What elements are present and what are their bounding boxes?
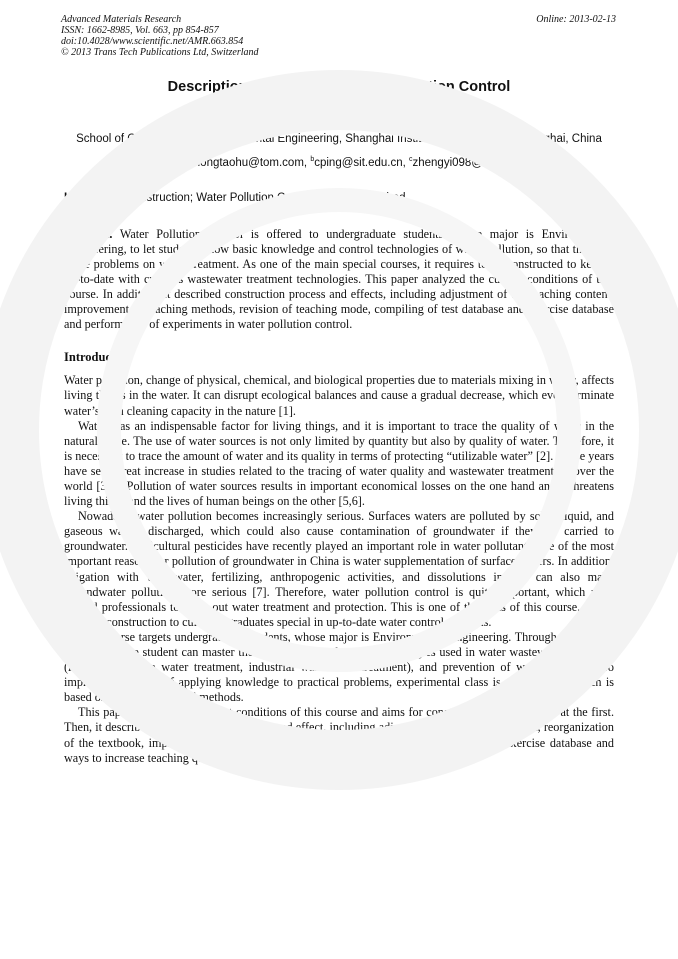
affiliation: School of Chemical and Environmental Engineering, Shanghai Institute of Technology, Shanghai, China (76, 132, 602, 145)
body-paragraph: Water was an indispensable factor for living things, and it is important to trace the quality of water in the natural cycle. The use of water sources is not only limited by quantity but also by quality of water. Therefore, it is necessary to trace the amount of water and its quality in terms of protecting “utilizable water” [2]. These years have seen great increase in studies related to the tracing of water quality and wastewater treatment all over the world [3,4]. Pollution of water sources results in important economical losses on the one hand and b threatens living things and the lives of human beings on the other [5,6]. (64, 418, 614, 509)
author-name: Hongtao Hu (226, 107, 304, 124)
author-superscript: b (376, 106, 382, 116)
keywords-label: Keywords (64, 191, 119, 204)
author-superscript: a (303, 106, 309, 116)
author-name: Yi Zheng (389, 107, 447, 124)
email-superscript: b (310, 155, 315, 163)
keywords (64, 191, 614, 205)
body-paragraph: Nowadays, water pollution becomes increasingly serious. Surfaces waters are polluted by solid, liquid, and gaseous wastes discharged, which could also cause contamination of groundwater if they are carried to groundwater. Agricultural pesticides have recently played an important role in water pollutant. One of the most important reasons for pollution of groundwater in China is water supplementation of surface waters. In addition, irrigation with wastewater, fertilizing, anthropogenic activities, and dissolutions in soil can also make groundwater pollution more serious [7]. Therefore, water pollution control is quite important, which need special professionals to carry out water treatment and protection. This is one of the aims of this course, which requires construction to cultivate graduates special in up-to-date water control methods. (64, 509, 614, 629)
body-paragraph: This paper analyzes the current conditions of this course and aims for construction of this course at the first. Then, it describes the construction process and effect, including adjustment of the course content, reorganization of the textbook, improvement of teaching methods and class modes, test database and exercise database and ways to increase teaching quality of this course. (64, 705, 614, 765)
keywords-text: : Construction; Water Pollution Control; teaching method (118, 191, 406, 204)
journal-name: Advanced Materials Research (61, 14, 182, 25)
author-list (64, 102, 614, 125)
email-address[interactable]: hongtaohu@tom.com (193, 156, 304, 169)
author-separator: , (308, 107, 317, 124)
introduction-body (64, 373, 614, 765)
online-date: Online: 2013-02-13 (536, 14, 616, 25)
journal-issn: ISSN: 1662-8985, Vol. 663, pp 854-857 (61, 25, 219, 36)
journal-doi: doi:10.4028/www.scientific.net/AMR.663.854 (61, 36, 244, 47)
abstract-text: Water Pollution control is offered to undergraduate students whose major is Environmental Engineering, to let students know basic knowledge and control technologies of water pollution, so that they can solve problems on water treatment. As one of the main special courses, it requires to be constructed to keep it up-to-date with currents wastewater treatment technologies. This paper analyzed the current conditions of this course. In addition, it described construction process and effects, including adjustment of the teaching content, improvement of teaching methods, revision of teaching mode, compiling of test database and exercise database and performance of experiments in water pollution control. (64, 226, 614, 332)
email-superscript: c (409, 155, 413, 163)
email-address[interactable]: cping@sit.edu.cn (314, 156, 403, 169)
email-superscript: a (189, 155, 194, 163)
abstract-label: Abstract. (64, 226, 113, 241)
section-heading-introduction: Introduction (64, 350, 132, 365)
journal-copyright: © 2013 Trans Tech Publications Ltd, Switzerland (61, 47, 259, 58)
body-paragraph: This course targets undergraduate students, whose major is Environmental Engineering. Through learning of this course, the student can master the basic theory and major technologies used in water wastewater treatment (including sewage water treatment, industrial wastewater treatment), and prevention of water pollution. To improve the ability of applying knowledge to practical problems, experimental class is also offered, which is based on nowadays control methods. (64, 629, 614, 705)
author-name: Ping Cao (317, 107, 377, 124)
body-paragraph: Water pollution, change of physical, chemical, and biological properties due to materials mixing in water, affects living things in the water. It can disrupt ecological balances and cause a gradual decrease, which even terminate water’s own cleaning capacity in the nature [1]. (64, 373, 614, 418)
abstract (64, 227, 614, 333)
journal-header (61, 14, 614, 58)
email-line (64, 153, 614, 170)
author-superscript: c (446, 106, 452, 116)
paper-title: Description of the Course Water Pollution Control (167, 79, 511, 95)
author-separator: , (381, 107, 390, 124)
email-separator: , (303, 156, 311, 169)
email-label: E-mail: (150, 156, 190, 169)
email-separator: , (402, 156, 409, 169)
email-address[interactable]: zhengyi098@126.com (412, 156, 528, 169)
